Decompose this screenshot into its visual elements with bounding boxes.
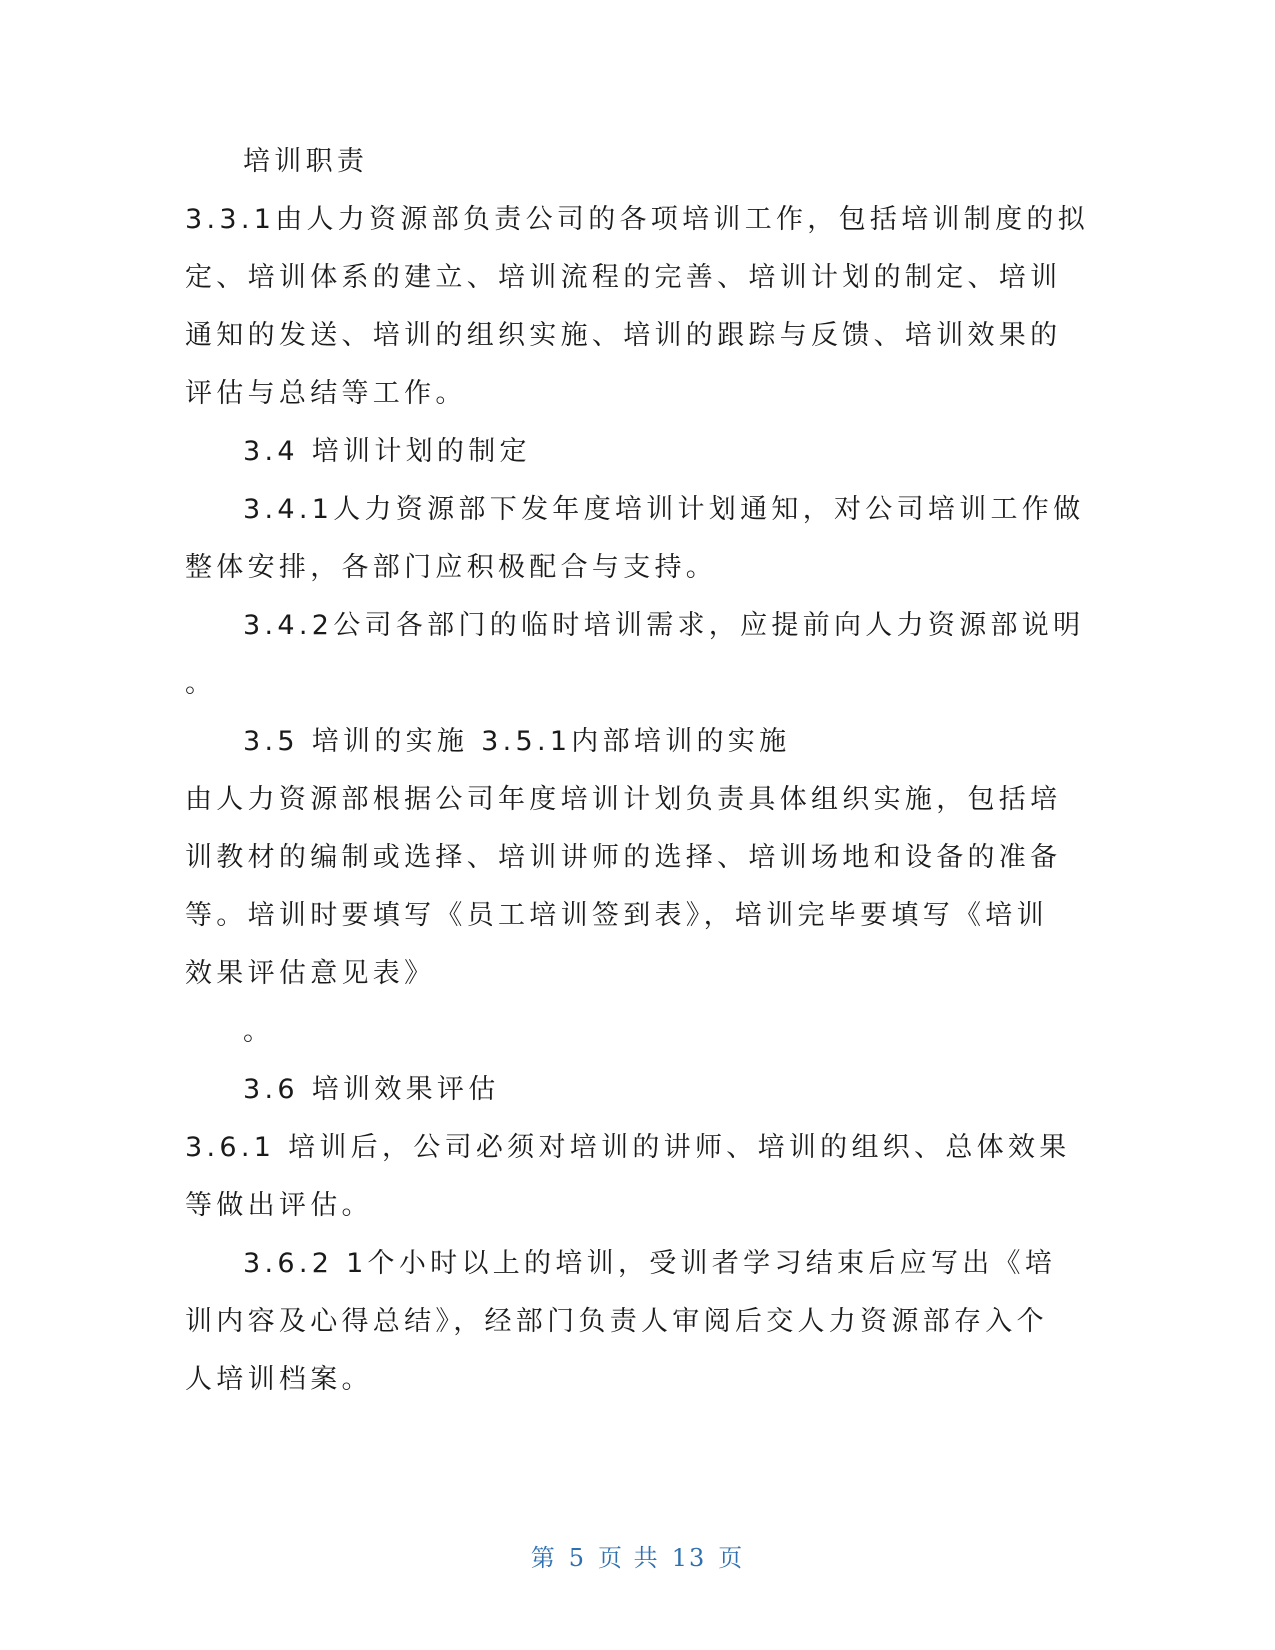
paragraph-line: 整体安排，各部门应积极配合与支持。 xyxy=(185,552,718,583)
paragraph-line: 人培训档案。 xyxy=(185,1364,373,1395)
page-number-footer xyxy=(0,1538,1275,1573)
section-heading-3-4: 3.4 培训计划的制定 xyxy=(243,436,531,467)
paragraph-line: 等做出评估。 xyxy=(185,1190,373,1221)
footer-total-pages: 13 xyxy=(671,1544,707,1572)
paragraph-line: 3.3.1由人力资源部负责公司的各项培训工作，包括培训制度的拟 xyxy=(185,204,1089,235)
section-heading-3-5: 3.5 培训的实施 3.5.1内部培训的实施 xyxy=(243,726,791,757)
paragraph-line: 。 xyxy=(243,1016,275,1047)
paragraph-line: 训内容及心得总结》，经部门负责人审阅后交人力资源部存入个 xyxy=(185,1306,1048,1337)
footer-suffix: 页 xyxy=(718,1544,745,1572)
paragraph-line: 通知的发送、培训的组织实施、培训的跟踪与反馈、培训效果的 xyxy=(185,320,1062,351)
paragraph-line: 3.6.1 培训后，公司必须对培训的讲师、培训的组织、总体效果 xyxy=(185,1132,1071,1163)
paragraph-line: 训教材的编制或选择、培训讲师的选择、培训场地和设备的准备 xyxy=(185,842,1062,873)
paragraph-line: 评估与总结等工作。 xyxy=(185,378,467,409)
footer-prefix: 第 xyxy=(530,1544,557,1572)
paragraph-line: 。 xyxy=(185,668,217,699)
paragraph-line: 定、培训体系的建立、培训流程的完善、培训计划的制定、培训 xyxy=(185,262,1062,293)
paragraph-line: 3.4.1人力资源部下发年度培训计划通知，对公司培训工作做 xyxy=(243,494,1085,525)
paragraph-line: 3.4.2公司各部门的临时培训需求，应提前向人力资源部说明 xyxy=(243,610,1085,641)
section-heading-training-duties: 培训职责 xyxy=(243,146,369,177)
paragraph-line: 由人力资源部根据公司年度培训计划负责具体组织实施，包括培 xyxy=(185,784,1062,815)
section-heading-3-6: 3.6 培训效果评估 xyxy=(243,1074,500,1105)
footer-middle: 页 共 xyxy=(598,1544,660,1572)
paragraph-line: 3.6.2 1个小时以上的培训，受训者学习结束后应写出《培 xyxy=(243,1248,1057,1279)
footer-current-page: 5 xyxy=(568,1544,587,1572)
paragraph-line: 效果评估意见表》 xyxy=(185,958,436,989)
paragraph-line: 等。培训时要填写《员工培训签到表》，培训完毕要填写《培训 xyxy=(185,900,1048,931)
